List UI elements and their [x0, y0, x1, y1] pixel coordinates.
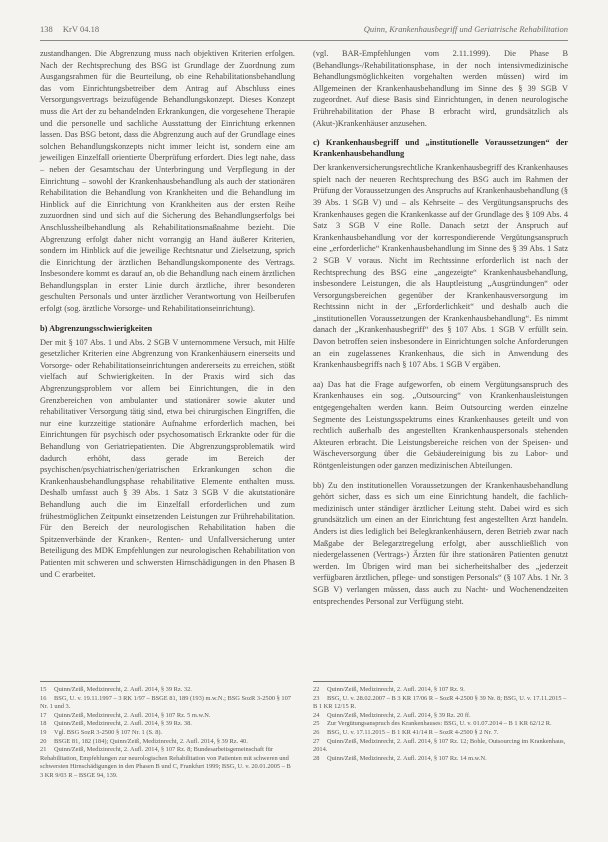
page-header	[40, 22, 568, 41]
footnote-text: Quinn/Zeiß, Medizinrecht, 2. Aufl. 2014, § 39 Rz. 32.	[54, 686, 192, 693]
paragraph: Der krankenversicherungsrechtliche Krankenhausbegriff des Krankenhauses spielt nach der neueren Rechtsprechung des BSG auch im Rahmen der Prüfung der Voraussetzungen des Anspruchs auf Krankenhausbehandlung (§ 39 Abs. 1 SGB V) und – als Kehrseite – des Vergütungsanspruchs des Krankenhauses gegen die Krankenkasse auf der Grundlage des § 109 Abs. 4 Satz 3 SGB V eine Rolle. Danach setzt der Anspruch auf Krankenhausbehandlung vor der korrespondierende Vergütungsanspruch eine „erforderliche“ Krankenhausbehandlung im Sinne des § 39 Abs. 1 Satz 2 SGB V voraus. Nicht im Rechtssinne erforderlich ist nach der Rechtsprechung des BSG eine „angezeigte“ Krankenhausbehandlung, insbesondere Leistungen, die als Hauptleistung „Ausgründungen“ oder Versorgungsbereichen gegenüber der Krankenhausversorgung im Rechtssinn nicht in der „Erforderlichkeit“ und deshalb auch die „institutionellen Voraussetzungen der Krankenhausbehandlung“. Es nimmt danach der „Krankenhausbegriff“ des § 107 Abs. 1 SGB V erfüllt sein. Davon betroffen seien insbesondere in Einrichtungen solche Anforderungen an ein zugelassenes Krankenhaus, die sich in Anwendung des Krankenhausbegriffs nach § 107 Abs. 1 SGB V ergäben.	[313, 163, 568, 370]
footnote-number: 18	[40, 720, 47, 728]
footnote-number: 16	[40, 694, 47, 702]
footnotes-left	[40, 686, 295, 781]
footnote-text: BSGE 81, 182 (184); Quinn/Zeiß, Medizinrecht, 2. Aufl. 2014, § 39 Rz. 40.	[54, 737, 248, 745]
paragraph: bb) Zu den institutionellen Voraussetzungen der Krankenhausbehandlung gehört sicher, dass es sich um eine Einrichtung handelt, die fachlich-medizinisch unter ständiger ärztlicher Leitung steht. Dabei wird es sich grundsätzlich um einen an der Einrichtung fest angestellten Arzt handeln. Anders ist dies lediglich bei Belegkrankenhäusern, deren Betrieb zwar nach Maßgabe der Belegarztregelung erfolgt, aber ausschließlich von niedergelassenen (Vertrags-) Ärzten für ihre stationären Patienten genutzt werden. Im Übrigen wird man bei sicherheitshalber des „jederzeit verfügbaren ärztlichen, pflege- und sonstigen Personals“ (§ 107 Abs. 1 Nr. 3 SGB V) verlangen müssen, dass auch zu Nacht- und Wochenendzeiten entsprechendes Personal zur Verfügung steht.	[313, 480, 568, 606]
footnote	[313, 720, 568, 729]
section-heading: c) Krankenhausbegriff und „institutionelle Voraussetzungen“ der Krankenhausbehandlung	[313, 138, 568, 159]
footnotes-right	[313, 686, 568, 763]
footnote-number: 24	[313, 711, 320, 719]
footnote-divider	[40, 681, 120, 682]
footnote-text: Vgl. BSG SozR 3-2500 § 107 Nr. 1 (S. 8).	[54, 728, 163, 736]
footnote	[313, 686, 568, 695]
footnote	[313, 695, 568, 712]
footnote	[313, 738, 568, 755]
paragraph: zustandhangen. Die Abgrenzung muss nach objektiven Kriterien erfolgen. Nach der Rechtsprechung des BSG ist Grundlage der Zuordnung zum Ausgangsrahmen für die Beurteilung, ob eine Rehabilitationsbehandlung das vom Einrichtungsbetreiber dem Antrag auf Abschluss eines Versorgungsvertrags beizufügende Behandlungskonzept. Dieses Konzept muss die Art der zu behandelnden Erkrankungen, die vorgesehene Therapie und die personelle und sachliche Ausstattung der Einrichtung erkennen lassen. Das BSG betont, dass die Abgrenzung auch auf der Grundlage eines solchen Behandlungskonzepts nicht immer leicht ist, sondern eine am jeweiligen Einzelfall orientierte Überprüfung erfordert. Dies legt nahe, dass – neben der Gesamtschau der Unterbringung und Verpflegung in der Einrichtung – sowohl der Krankenhausbehandlung als auch der stationären Rehabilitation die Behandlung von Krankheiten und die Behandlung im Hinblick auf die Einrichtung von Krankheiten aus der ersten Reihe zuzuordnen sind und sich auf die Sicherung des Behandlungserfolgs bei Anschlussheilbehandlung als Rehabilitationsmaßnahme bezieht. Die Abgrenzung erfolgt daher nicht vorrangig an Hand äußerer Kriterien, sondern im Hinblick auf die jeweilige Rechtsnatur und Zielsetzung, sprich die Einrichtung der ärztlichen Behandlungskomponente des Vertrags. Insbesondere kommt es darauf an, ob die Behandlung nach einem ärztlichen Behandlungsplan in erster Linie durch ärztliche, ihrer besonderen geschulten Personals und unter ärztlicher Verantwortung von Heilberufen erfolgt (sog. ärztliche Vorsorge- und Rehabilitationseinrichtung).	[40, 49, 295, 314]
footnote-number: 26	[313, 728, 320, 736]
paragraph: aa) Das hat die Frage aufgeworfen, ob einem Vergütungsanspruch des Krankenhauses ein sog. „Outsourcing“ von Krankenhausleistungen entgegengehalten werden kann. Beim Outsourcing werden einzelne Segmente des Leistungsspektrums eines Krankenhauses geteilt und von rechtlich außerhalb des angestellten Krankenhauspersonals stehenden Akteuren erbracht. Die Leistungsbereiche reichen von der Speisen- und Wäscheversorgung über die Gebäudereinigung bis zu Labor- und Röntgenleistungen oder ganzen medizinischen Abteilungen.	[313, 379, 568, 470]
footnote-text: Quinn/Zeiß, Medizinrecht, 2. Aufl. 2014, § 107 Rz. 5 m.w.N.	[54, 711, 211, 719]
left-column	[40, 48, 295, 580]
header-left	[40, 24, 99, 34]
footnote-number: 19	[40, 728, 47, 736]
footnote-text: Quinn/Zeiß, Medizinrecht, 2. Aufl. 2014, § 39 Rz. 20 ff.	[327, 711, 471, 719]
footnote	[40, 686, 295, 695]
footnote-text: Quinn/Zeiß, Medizinrecht, 2. Aufl. 2014, § 107 Rz. 9.	[327, 686, 465, 693]
footnote	[313, 729, 568, 738]
paragraph: (vgl. BAR-Empfehlungen vom 2.11.1999). Die Phase B (Behandlungs-/Rehabilitationsphase, in der noch intensivmedizinische Behandlungsmöglichkeiten vorgehalten werden müssen) wird im Allgemeinen der Krankenhausbehandlung im Sinne des § 39 SGB V zugeordnet. Auf diese Basis sind Einrichtungen, in denen neurologische Frührehabilitation der Phase B erbracht wird, grundsätzlich als (Akut-)Krankenhäuser anzusehen.	[313, 49, 568, 128]
footnote-text: BSG, U. v. 28.02.2007 – B 3 KR 17/06 R – SozR 4-2500 § 39 Nr. 8; BSG, U. v. 17.11.2015 – B 1 KR 12/15 R.	[313, 694, 567, 711]
footnote	[40, 712, 295, 721]
footnote-number: 17	[40, 711, 47, 719]
footnote	[40, 729, 295, 738]
right-column	[313, 48, 568, 607]
footnote	[40, 720, 295, 729]
journal-name: KrV 04.18	[62, 24, 100, 34]
running-title: Quinn, Krankenhausbegriff und Geriatrische Rehabilitation	[363, 24, 568, 34]
footnote-number: 20	[40, 737, 47, 745]
footnote-divider	[313, 681, 393, 682]
footnote	[40, 738, 295, 747]
footnote	[313, 712, 568, 721]
footnote-text: BSG, U. v. 17.11.2015 – B 1 KR 41/14 R – SozR 4-2500 § 2 Nr. 7.	[327, 728, 499, 736]
footnote-number: 27	[313, 737, 320, 745]
footnote-number: 28	[313, 754, 320, 762]
footnote-text: Quinn/Zeiß, Medizinrecht, 2. Aufl. 2014, § 107 Rz. 8; Bundesarbeitsgemeinschaft für Rehabilitation, Empfehlungen zur neurologischen Rehabilitation von Patienten mit schweren und schwersten Hirnschädigungen in den Phasen B und C, Frankfurt 1999; BSG, U. v. 20.01.2005 – B 3 KR 9/03 R – BSGE 94, 139.	[40, 746, 291, 779]
footnote-number: 15	[40, 686, 47, 693]
paragraph: Der mit § 107 Abs. 1 und Abs. 2 SGB V unternommene Versuch, mit Hilfe gesetzlicher Kriterien eine Abgrenzung von Krankenhäusern einerseits und Vorsorge- oder Rehabilitationseinrichtungen andererseits zu erreichen, stößt vielfach auf Schwierigkeiten. In der Praxis wird sich das Abgrenzungsproblem vor allem bei Einrichtungen, die in den Grenzbereichen von ambulanter und stationärer sowie akuter und rehabilitativer Versorgung tätig sind, etwa bei chirurgischen Eingriffen, die nur eine kurzzeitige stationäre Aufnahme erforderlich machen, bei Einrichtungen für psychisch oder psychosomatisch Erkrankte oder für die Behandlung von Geriatriepatienten. Die Abgrenzungsproblematik wird dadurch erhöht, dass gerade im Bereich der psychischen/psychiatrischen/geriatrischen Erkrankungen schon die Krankenhausbehandlungsphase rehabilitative Elemente enthalten muss. Deshalb umfasst auch § 39 Abs. 1 Satz 3 SGB V die akutstationäre Behandlung auch die im Einzelfall erforderlichen und zum frühestmöglichen Zeitpunkt einsetzenden Leistungen zur Frührehabilitation. Für den Bereich der neurologischen Rehabilitation haben die Spitzenverbände der Kranken-, Renten- und Unfallversicherung unter Beteiligung des MDK Empfehlungen zur neurologischen Rehabilitation von Patienten mit schweren und schwersten Hirnschädigungen in den Phasen B und C erarbeitet.	[40, 337, 295, 579]
footnote	[313, 755, 568, 764]
footnote	[40, 746, 295, 780]
footnote	[40, 695, 295, 712]
footnote-text: Zur Vergütungsanspruch des Krankenhauses: BSG, U. v. 01.07.2014 – B 1 KR 62/12 R.	[327, 720, 552, 728]
footnote-number: 21	[40, 746, 47, 754]
footnote-text: Quinn/Zeiß, Medizinrecht, 2. Aufl. 2014, § 107 Rz. 12; Bohle, Outsourcing im Krankenhaus, 2014.	[313, 737, 566, 754]
footnote-text: BSG, U. v. 19.11.1997 – 3 RK 1/97 – BSGE 81, 189 (193) m.w.N.; BSG SozR 3-2500 § 107 Nr. 1 und 3.	[40, 694, 291, 711]
footnote-text: Quinn/Zeiß, Medizinrecht, 2. Aufl. 2014, § 39 Rz. 38.	[54, 720, 192, 728]
footnote-text: Quinn/Zeiß, Medizinrecht, 2. Aufl. 2014, § 107 Rz. 14 m.w.N.	[327, 754, 487, 762]
section-heading: b) Abgrenzungsschwierigkeiten	[40, 323, 153, 333]
page-number: 138	[40, 24, 53, 34]
footnote-number: 22	[313, 686, 320, 693]
footnote-number: 25	[313, 720, 320, 728]
footnote-number: 23	[313, 694, 320, 702]
